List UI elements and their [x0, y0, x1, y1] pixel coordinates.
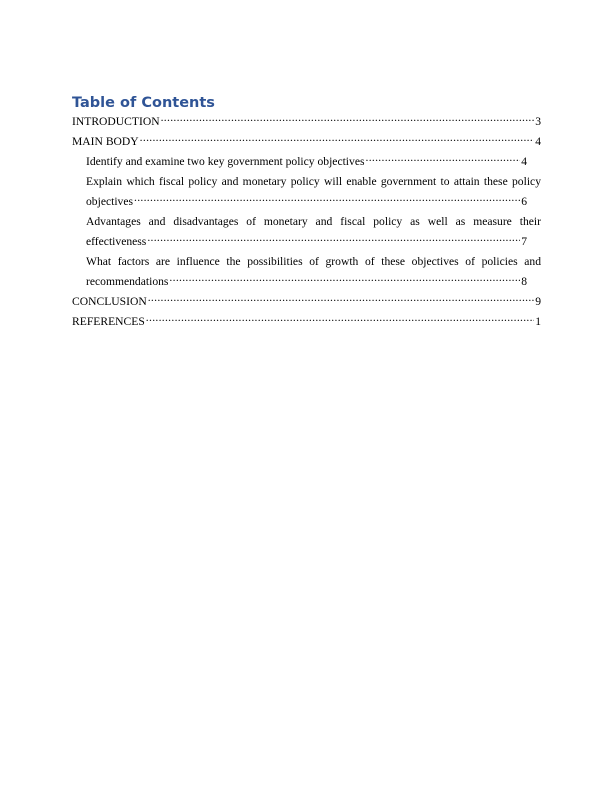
toc-entry-label: MAIN BODY: [72, 135, 139, 148]
toc-entry-identify-objectives[interactable]: [72, 152, 541, 172]
toc-entry-introduction[interactable]: [72, 112, 541, 132]
toc-entry-label: Identify and examine two key government policy objectives: [86, 155, 365, 168]
toc-entry-advantages-disadvantages[interactable]: [72, 212, 541, 252]
toc-page-number: 4: [535, 135, 541, 148]
toc-page-number: 1: [535, 315, 541, 328]
toc-entry-text: What factors are influence the possibilities of growth of these objectives of policies and: [86, 255, 541, 268]
toc-entry-text: Explain which fiscal policy and monetary policy will enable government to attain these policy: [86, 175, 541, 188]
dot-leader: [169, 273, 520, 285]
table-of-contents: [72, 112, 541, 332]
toc-entry-label: objectives: [86, 195, 134, 208]
dot-leader: [134, 193, 520, 205]
dot-leader: [148, 293, 534, 305]
toc-page-number: 3: [535, 115, 541, 128]
toc-entry-label: INTRODUCTION: [72, 115, 160, 128]
toc-entry-text: Advantages and disadvantages of monetary and fiscal policy as well as measure their: [86, 215, 541, 228]
toc-entry-label: CONCLUSION: [72, 295, 147, 308]
toc-entry-first-line: [86, 212, 541, 232]
toc-entry-first-line: [86, 252, 541, 272]
toc-entry-references[interactable]: [72, 312, 541, 332]
toc-entry-conclusion[interactable]: [72, 292, 541, 312]
toc-page-number: 7: [521, 235, 527, 248]
dot-leader: [146, 313, 534, 325]
toc-page-number: 8: [521, 275, 527, 288]
toc-entry-label: effectiveness: [86, 235, 147, 248]
toc-entry-continuation: [86, 232, 541, 252]
toc-entry-label: recommendations: [86, 275, 169, 288]
toc-entry-growth-factors[interactable]: [72, 252, 541, 292]
dot-leader: [147, 233, 520, 245]
toc-entry-fiscal-monetary-policy[interactable]: [72, 172, 541, 212]
toc-entry-label: REFERENCES: [72, 315, 145, 328]
toc-page-number: 4: [521, 155, 527, 168]
toc-entry-main-body[interactable]: [72, 132, 541, 152]
toc-entry-first-line: [86, 172, 541, 192]
dot-leader: [140, 133, 535, 145]
toc-page-number: 6: [521, 195, 527, 208]
dot-leader: [161, 113, 535, 125]
toc-title: Table of Contents: [72, 95, 215, 111]
toc-entry-continuation: [86, 272, 541, 292]
toc-entry-continuation: [86, 192, 541, 212]
dot-leader: [366, 153, 521, 165]
toc-page-number: 9: [535, 295, 541, 308]
